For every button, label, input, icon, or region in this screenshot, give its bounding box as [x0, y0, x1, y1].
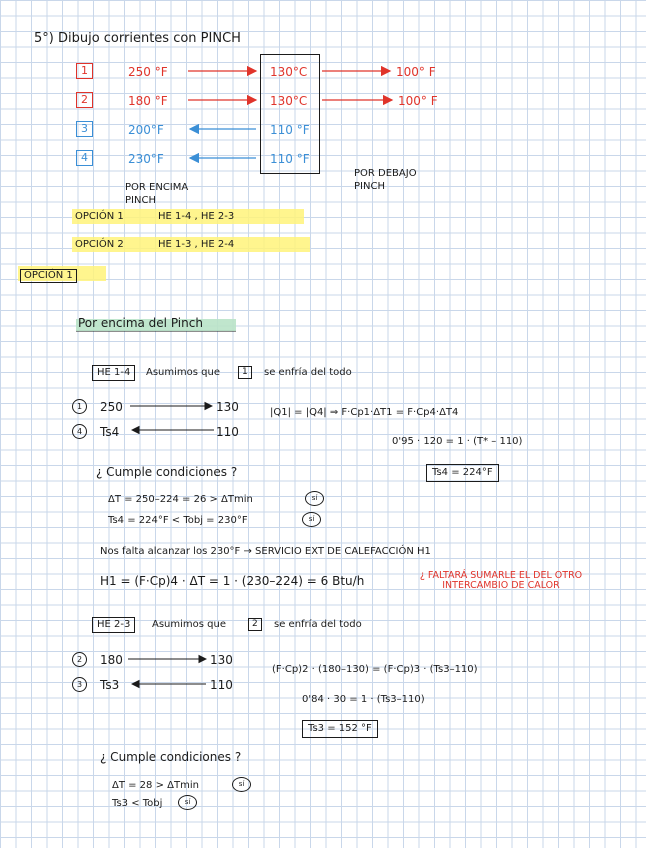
he14-note: ¿ FALTARÁ SUMARLE EL DEL OTRO INTERCAMBIO DE CALOR	[419, 570, 583, 591]
he23-assume: Asumimos que	[152, 619, 226, 630]
stream-pinch-temp: 130°C	[270, 94, 308, 108]
he23-eq2: 0'84 · 30 = 1 · (Ts3–110)	[302, 694, 425, 705]
stream-pinch-temp: 130°C	[270, 65, 308, 79]
stream-outlet-temp: 100° F	[396, 65, 436, 79]
he23-row2-a: Ts3	[100, 678, 120, 692]
he14-check2: Ts4 = 224°F < Tobj = 230°F	[108, 515, 248, 526]
he14-falta: Nos falta alcanzar los 230°F → SERVICIO EXT DE CALEFACCIÓN H1	[100, 546, 431, 557]
si-mark: sí	[232, 777, 251, 792]
he14-eq1: |Q1| = |Q4| ⇒ F·Cp1·ΔT1 = F·Cp4·ΔT4	[270, 407, 459, 418]
he23-assume-num: 2	[248, 618, 262, 631]
stream-inlet-temp: 250 °F	[128, 65, 168, 79]
he23-check-question: ¿ Cumple condiciones ?	[100, 750, 242, 764]
he14-row1-a: 250	[100, 400, 123, 414]
he23-row1-b: 130	[210, 653, 233, 667]
stream-inlet-temp: 230°F	[128, 152, 164, 166]
he23-row1-a: 180	[100, 653, 123, 667]
he23-check2: Ts3 < Tobj	[112, 798, 163, 809]
he23-title: HE 2-3	[92, 617, 135, 633]
stream-number: 3	[76, 121, 93, 137]
he14-h1: H1 = (F·Cp)4 · ΔT = 1 · (230–224) = 6 Btu/h	[100, 574, 365, 588]
he23-assume-end: se enfría del todo	[274, 619, 362, 630]
label-below-pinch: POR DEBAJO PINCH	[354, 168, 417, 192]
option-2-label: OPCIÓN 2	[75, 239, 124, 250]
option-2-text: HE 1-3 , HE 2-4	[158, 239, 235, 250]
he14-row2-b: 110	[216, 425, 239, 439]
option-1-label: OPCIÓN 1	[75, 211, 124, 222]
he14-title: HE 1-4	[92, 365, 135, 381]
he14-row1-b: 130	[216, 400, 239, 414]
he14-row2-a: Ts4	[100, 425, 120, 439]
label-above-pinch: POR ENCIMA PINCH	[125, 182, 189, 206]
he14-assume-num: 1	[238, 366, 252, 379]
he23-row2-b: 110	[210, 678, 233, 692]
stream-inlet-temp: 180 °F	[128, 94, 168, 108]
option-1-text: HE 1-4 , HE 2-3	[158, 211, 235, 222]
he23-eq1: (F·Cp)2 · (180–130) = (F·Cp)3 · (Ts3–110)	[272, 664, 478, 675]
stream-inlet-temp: 200°F	[128, 123, 164, 137]
stream-number: 1	[76, 63, 93, 79]
stream-outlet-temp: 100° F	[398, 94, 438, 108]
stream-pinch-temp: 110 °F	[270, 123, 310, 137]
he14-assume-end: se enfría del todo	[264, 367, 352, 378]
he14-check1: ΔT = 250–224 = 26 > ΔTmin	[108, 494, 253, 505]
he14-result: Ts4 = 224°F	[426, 464, 499, 482]
stream-circle: 3	[72, 677, 87, 692]
page-heading: 5°) Dibujo corrientes con PINCH	[34, 31, 241, 46]
he23-result: Ts3 = 152 °F	[302, 720, 378, 738]
stream-number: 2	[76, 92, 93, 108]
stream-circle: 4	[72, 424, 87, 439]
si-mark: sí	[178, 795, 197, 810]
section-title: Por encima del Pinch	[78, 316, 203, 330]
si-mark: sí	[305, 491, 324, 506]
option-tag: OPCIÓN 1	[20, 269, 77, 283]
si-mark: sí	[302, 512, 321, 527]
stream-circle: 2	[72, 652, 87, 667]
stream-number: 4	[76, 150, 93, 166]
he23-check1: ΔT = 28 > ΔTmin	[112, 780, 199, 791]
stream-circle: 1	[72, 399, 87, 414]
he14-eq2: 0'95 · 120 = 1 · (T* – 110)	[392, 436, 523, 447]
he14-check-question: ¿ Cumple condiciones ?	[96, 465, 238, 479]
stream-pinch-temp: 110 °F	[270, 152, 310, 166]
he14-assume: Asumimos que	[146, 367, 220, 378]
